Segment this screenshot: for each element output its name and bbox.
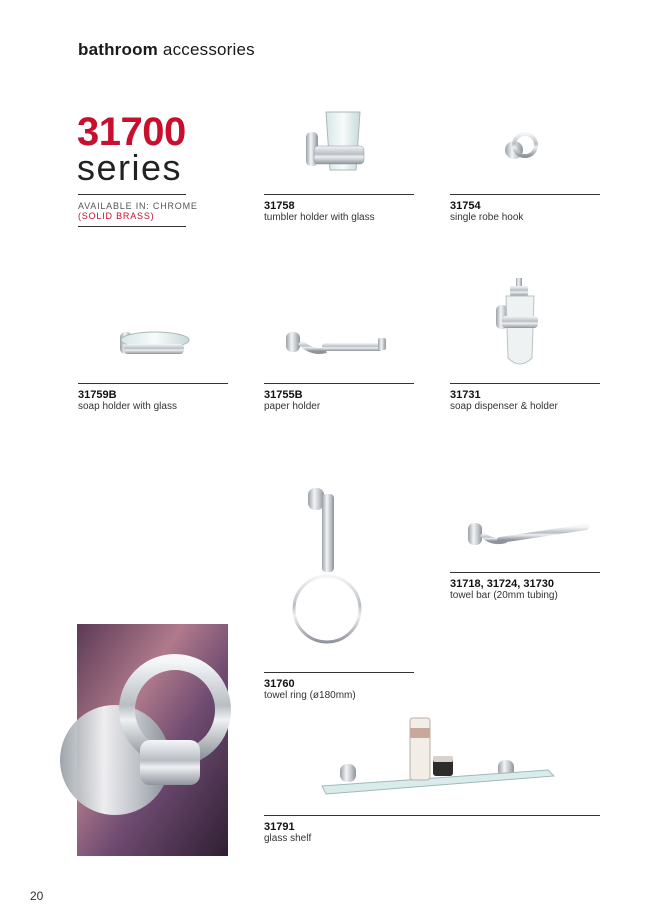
robe-hook-image [505, 134, 536, 159]
product-code: 31755B [264, 389, 303, 401]
soap-holder-image [120, 332, 189, 354]
product-name: glass shelf [264, 833, 312, 844]
soap-dispenser-image [496, 278, 538, 364]
series-word: series [77, 147, 183, 188]
tumbler-holder-image [306, 112, 364, 170]
glass-shelf-image [322, 718, 554, 794]
product-code: 31718, 31724, 31730 [450, 578, 554, 590]
product-name: towel bar (20mm tubing) [450, 590, 558, 601]
page-number: 20 [30, 889, 44, 903]
rule-31755b [264, 383, 414, 384]
rule-31731 [450, 383, 600, 384]
product-code: 31731 [450, 389, 481, 401]
robe-hook-closeup-photo [60, 624, 228, 856]
product-code: 31758 [264, 200, 295, 212]
header-bold: bathroom [78, 40, 158, 59]
header-light: accessories [162, 40, 255, 59]
product-name: soap holder with glass [78, 401, 177, 412]
rule-31791 [264, 815, 600, 816]
product-name: soap dispenser & holder [450, 401, 558, 412]
rule-31754 [450, 194, 600, 195]
product-code: 31759B [78, 389, 117, 401]
rule-31718 [450, 572, 600, 573]
product-code: 31791 [264, 821, 295, 833]
product-code: 31754 [450, 200, 481, 212]
material-note: (SOLID BRASS) [78, 211, 155, 221]
product-name: towel ring (ø180mm) [264, 690, 356, 701]
towel-bar-image [468, 523, 586, 545]
product-name: single robe hook [450, 212, 524, 223]
available-finish: AVAILABLE IN: CHROME [78, 201, 198, 211]
towel-ring-image [294, 488, 360, 642]
paper-holder-image [286, 332, 386, 352]
product-name: paper holder [264, 401, 321, 412]
rule-31760 [264, 672, 414, 673]
rule-31759b [78, 383, 228, 384]
rule-31758 [264, 194, 414, 195]
product-code: 31760 [264, 678, 295, 690]
product-name: tumbler holder with glass [264, 212, 375, 223]
series-number: 31700 [77, 110, 186, 154]
